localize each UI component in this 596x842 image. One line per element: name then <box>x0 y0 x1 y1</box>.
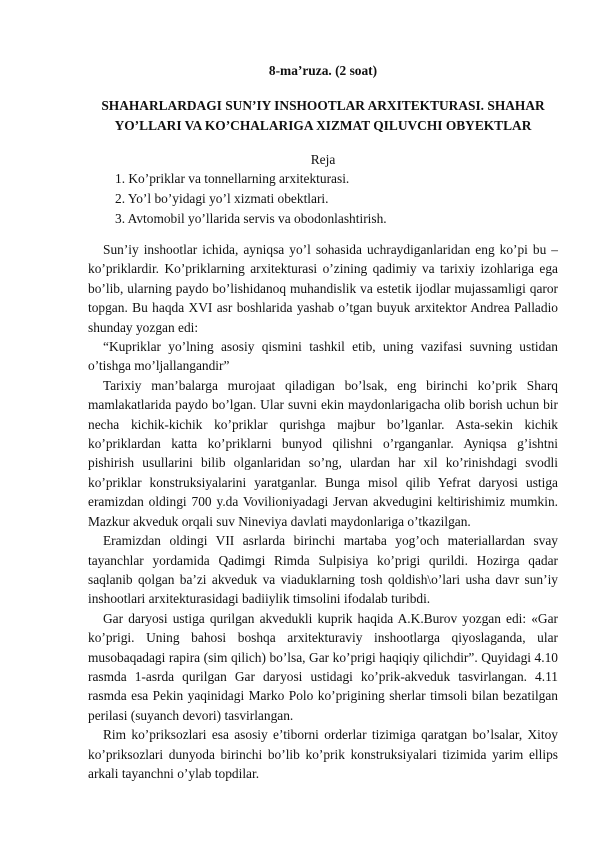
lecture-title: SHAHARLARDAGI SUN’IY INSHOOTLAR ARXITEKTURASI. SHAHAR YO’LLARI VA KO’CHALARIGA XIZMAT QILUVCHI OBYEKTLAR <box>101 98 545 133</box>
paragraph: Gar daryosi ustiga qurilgan akvedukli kuprik haqida A.K.Burov yozgan edi: «Gar ko’prigi. Uning bahosi boshqa arxitekturaviy inshootlarga qiyoslaganda, ular musobaqadagi rapira (sim qilich) bo’lsa, Gar ko’prigi haqiqiy qilichdir”. Quyidagi 4.10 rasmda 1-asrda qurilgan Gar daryosi ustidagi ko’prik-akveduk tasvirlangan. 4.11 rasmda esa Pekin yaqinidagi Marko Polo ko’prigining sherlar timsoli bilan bezatilgan perilasi (suyanch devori) tasvirlangan. <box>88 610 558 723</box>
paragraph: Rim ko’priksozlari esa asosiy e’tiborni orderlar tizimiga qaratgan bo’lsalar, Xitoy ko’priksozlari dunyoda birinchi bo’lib ko’prik konstruksiyalari tizimida yarim ellips arkali tayanchni o’ylab topdilar. <box>88 727 558 781</box>
plan-item: 3. Avtomobil yo’llarida servis va obodonlashtirish. <box>115 211 387 226</box>
plan-list <box>115 169 387 229</box>
paragraph: Eramizdan oldingi VII asrlarda birinchi martaba yog’och materiallardan svay tayanchlar yordamida Qadimgi Rimda Sulpisiya ko’prigi qurildi. Hozirga qadar saqlanib qolgan ba’zi akveduk va viaduklarning tosh qoldish\o’lari usha davr sun’iy inshootlari arxitekturasidagi badiiylik timsolini ifodalab turibdi. <box>88 533 558 607</box>
lecture-number: 8-ma’ruza. (2 soat) <box>268 63 378 78</box>
paragraph: “Kupriklar yo’lning asosiy qismini tashkil etib, uning vazifasi suvning ustidan o’tishga mo’ljallangandir” <box>88 339 558 374</box>
paragraph: Sun’iy inshootlar ichida, ayniqsa yo’l sohasida uchraydiganlaridan eng ko’pi bu – ko’priklardir. Ko’priklarning arxitekturasi o’zining qadimiy va tarixiy izohlariga ega bo’lib, ularning paydo bo’lishidanoq muhandislik va estetik ijodlar mujassamligi qaror topgan. Bu haqda XVI asr boshlarida yashab o’tgan buyuk arxitektor Andrea Palladio shunday yozgan edi: <box>88 242 558 335</box>
body-text <box>88 240 558 783</box>
plan-item: 1. Ko’priklar va tonnellarning arxitekturasi. <box>115 171 350 186</box>
paragraph: Tarixiy man’balarga murojaat qiladigan bo’lsak, eng birinchi ko’prik Sharq mamlakatlarida paydo bo’lgan. Ular suvni ekin maydonlarigacha olib borish uchun bir necha kichik-kichik ko’priklar qurishga majbur bo’lganlar. Asta-sekin kichik ko’priklardan katta ko’priklarni bunyod qilishni o’rganganlar. Ayniqsa g’ishtni pishirish usullarini bilib olganlaridan so’ng, ulardan har xil ko’rinishdagi svodli ko’priklar konstruksiyalarini yaratganlar. Bunga misol qilib Yefrat daryosi ustiga eramizdan oldingi 700 y.da Vovilioniyadagi Jervan akvedugini keltirishimiz mumkin. Mazkur akveduk orqali suv Nineviya davlati maydonlariga o’tkazilgan. <box>88 377 558 529</box>
plan-title: Reja <box>310 152 336 167</box>
plan-item: 2. Yo’l bo’yidagi yo’l xizmati obektlari. <box>115 191 329 206</box>
